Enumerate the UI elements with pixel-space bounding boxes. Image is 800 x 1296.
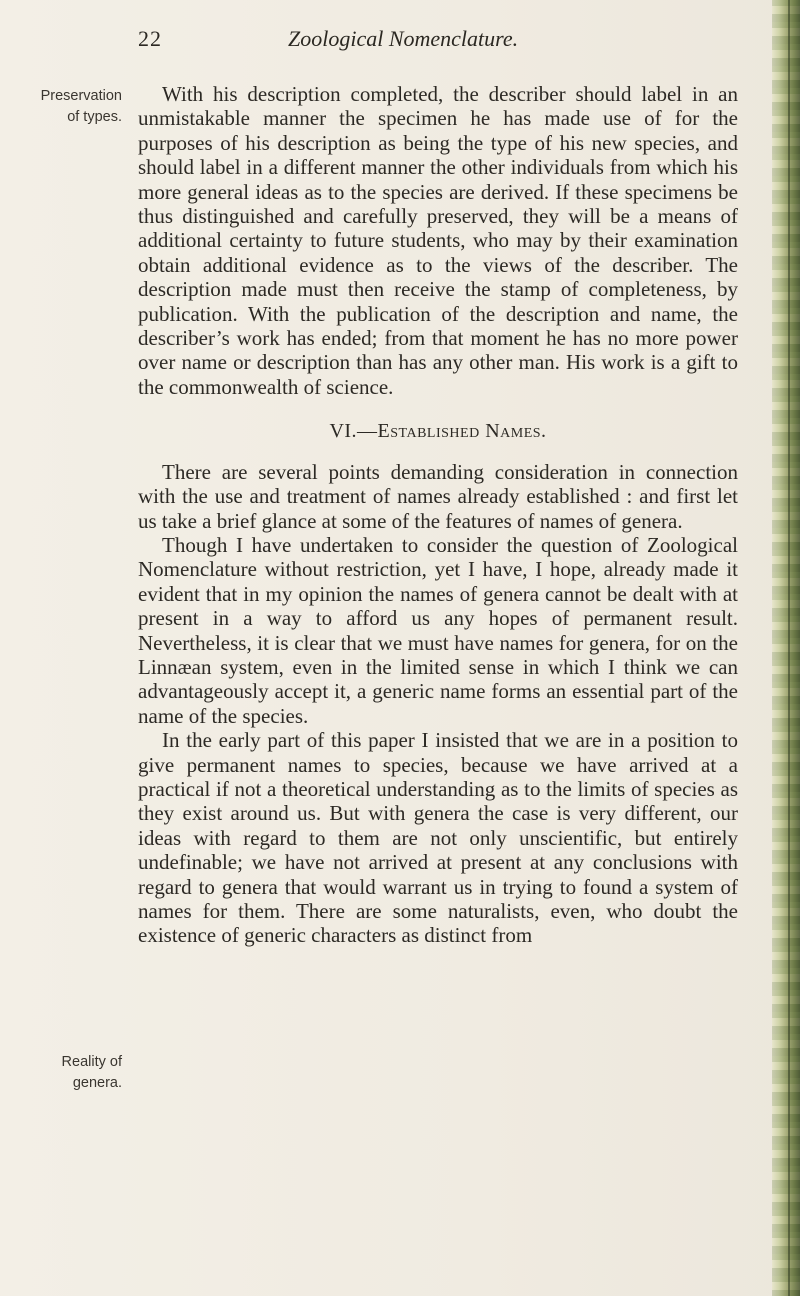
margin-note-line: of types. (67, 109, 122, 125)
paragraph: There are several points demanding consideration in connection with the use and treatment of names already established : and first let us take a brief glance at some of the features of names of genera. (138, 459, 738, 533)
page-edge-line (788, 0, 790, 1296)
page-edge-strip (772, 0, 800, 1296)
paragraph: With his description completed, the describer should label in an unmistakable manner the specimen he has made use of for the purposes of his description as being the type of his new species, and should label in a different manner the other individuals from which his more general ideas as to the species are derived. If these specimens be thus distinguished and carefully preserved, they will be a means of additional certainty to future students, who may by their examination obtain additional evidence as to the views of the describer. The description made must then receive the stamp of completeness, by publication. With the publication of the description and name, the describer’s work has ended; from that moment he has no more power over name or description than has any other man. His work is a gift to the commonwealth of science. (138, 82, 738, 399)
margin-note-line: genera. (72, 1075, 122, 1091)
margin-note-preservation (6, 86, 122, 128)
margin-note-reality (6, 1052, 122, 1094)
page-number: 22 (138, 26, 162, 51)
section-heading: VI.—Established Names. (329, 420, 547, 443)
paragraph: Though I have undertaken to consider the question of Zoological Nomenclature without restriction, yet I have, I hope, already made it evident that in my opinion the names of genera cannot be dealt with at present in a way to afford us any hopes of permanent result. Nevertheless, it is clear that we must have names for genera, for on the Linnæan system, even in the limited sense in which I think we can advantageously accept it, a generic name forms an essential part of the name of the species. (138, 532, 738, 728)
body-text (138, 82, 738, 948)
margin-note-line: Reality of (61, 1054, 122, 1070)
running-head (138, 26, 758, 52)
running-title: Zoological Nomenclature. (288, 26, 519, 51)
paragraph: In the early part of this paper I insisted that we are in a position to give permanent names to species, because we have arrived at a practical if not a theoretical understanding as to the limits of species as they exist around us. But with genera the case is very different, our ideas with regard to them are not only unscientific, but entirely undefinable; we have not arrived at present at any conclusions with regard to genera that would warrant us in trying to found a system of names for them. There are some naturalists, even, who doubt the existence of generic characters as distinct from (138, 728, 738, 948)
margin-note-line: Preservation (40, 88, 122, 104)
